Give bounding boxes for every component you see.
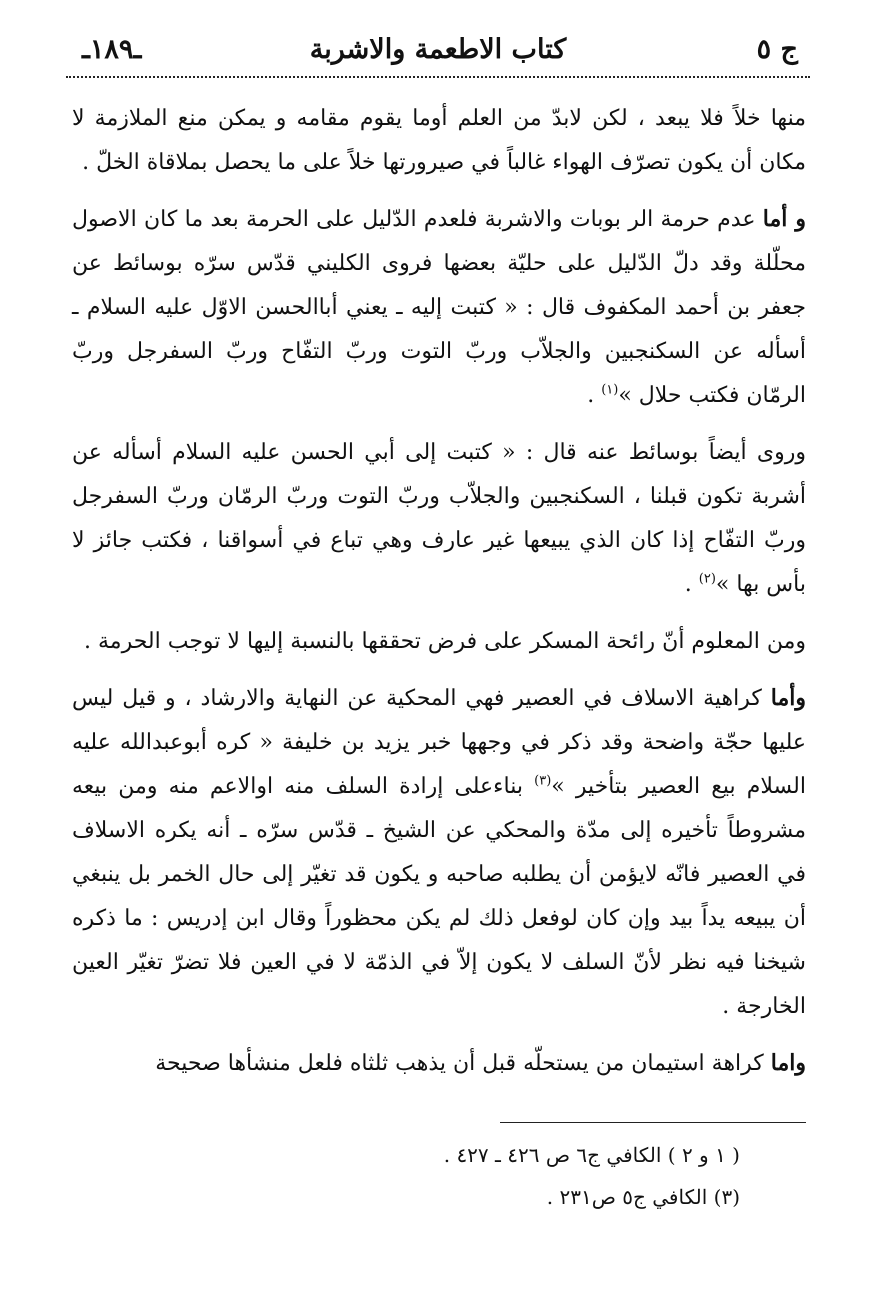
footnote: ( ١ و ٢ ) الكافي ج٦ ص ٤٢٦ ـ ٤٢٧ .: [443, 1143, 740, 1167]
paragraph: [72, 96, 806, 185]
paragraph-text: عدم حرمة الر بوبات والاشربة فلعدم الدّليل على الحرمة بعد ما كان الاصول محلّلة وقد دلّ الدّليل على حليّة بعضها فروى الكليني قدّس سرّه بوسائط عن جعفر بن أحمد المكفوف قال : « كتبت إليه ـ يعني أباالحسن الاوّل عليه السلام ـ أسأله عن السكنجبين والجلاّب وربّ التوت وربّ التفّاح وربّ السفرجل وربّ الرمّان فكتب حلال »: [72, 207, 806, 408]
paragraph-lead: وأما: [770, 685, 806, 711]
paragraph-text: كراهية الاسلاف في العصير فهي المحكية عن النهاية والارشاد ، و قيل ليس عليها حجّة واضحة وقد ذكر في وجهها خبر يزيد بن خليفة « كره أبوعبدالله عليه السلام بيع العصير بتأخير »: [72, 686, 806, 799]
footnote-ref: (٢): [698, 571, 716, 587]
paragraph: [72, 619, 806, 664]
running-header: [68, 30, 808, 74]
paragraph-tail: .: [587, 383, 602, 408]
chapter-title: كتاب الاطعمة والاشربة: [309, 34, 567, 65]
paragraph-text: ومن المعلوم أنّ رائحة المسكر على فرض تحققها بالنسبة إليها لا توجب الحرمة .: [84, 629, 806, 654]
paragraph-tail: بناءعلى إرادة السلف منه اوالاعم منه ومن بيعه مشروطاً تأخيره إلى مدّة والمحكي عن الشيخ ـ قدّس سرّه ـ أنه يكره الاسلاف في العصير فانّه لايؤمن أن يطلبه صاحبه و يكون قد تغيّر إلى حال الخمر بل ينبغي أن يبيعه يداً بيد وإن كان لوفعل ذلك لم يكن محظوراً وقال ابن إدريس : ما ذكره شيخنا فيه نظر لأنّ السلف لا يكون إلاّ في الذمّة لا في العين فلا تضرّ تغيّر العين الخارجة .: [72, 774, 806, 1019]
paragraph-lead: واما: [770, 1050, 806, 1076]
paragraph-text: منها خلاً فلا يبعد ، لكن لابدّ من العلم أوما يقوم مقامه و يمكن منع الملازمة لا مكان أن يكون تصرّف الهواء غالباً في صيرورتها خلاً على ما يحصل بملاقاة الخلّ .: [72, 106, 806, 175]
footnote-divider: [500, 1122, 806, 1123]
volume-label: ج ٥: [756, 34, 798, 65]
paragraph-lead: و أما: [762, 206, 806, 232]
body-text: [72, 96, 806, 1098]
footnotes: [200, 1134, 740, 1218]
page-number: ـ١٨٩ـ: [82, 34, 142, 65]
paragraph: [72, 197, 806, 418]
footnote-ref: (٣): [534, 773, 552, 789]
paragraph: [72, 430, 806, 607]
paragraph: [72, 676, 806, 1029]
paragraph: [72, 1041, 806, 1086]
paragraph-text: كراهة استيمان من يستحلّه قبل أن يذهب ثلثاه فلعل منشأها صحيحة: [155, 1051, 771, 1076]
paragraph-text: وروى أيضاً بوسائط عنه قال : « كتبت إلى أبي الحسن عليه السلام أسأله عن أشربة تكون قبلنا ، السكنجبين والجلاّب وربّ التوت وربّ الرمّان وربّ السفرجل وربّ التفّاح إذا كان الذي يبيعها غير عارف وهي تباع في أسواقنا ، فكتب جائز لا بأس بها »: [72, 440, 806, 597]
paragraph-tail: .: [684, 572, 699, 597]
header-divider: [66, 76, 810, 78]
footnote-ref: (١): [601, 382, 619, 398]
footnote: (٣) الكافي ج٥ ص٢٣١ .: [546, 1185, 740, 1209]
